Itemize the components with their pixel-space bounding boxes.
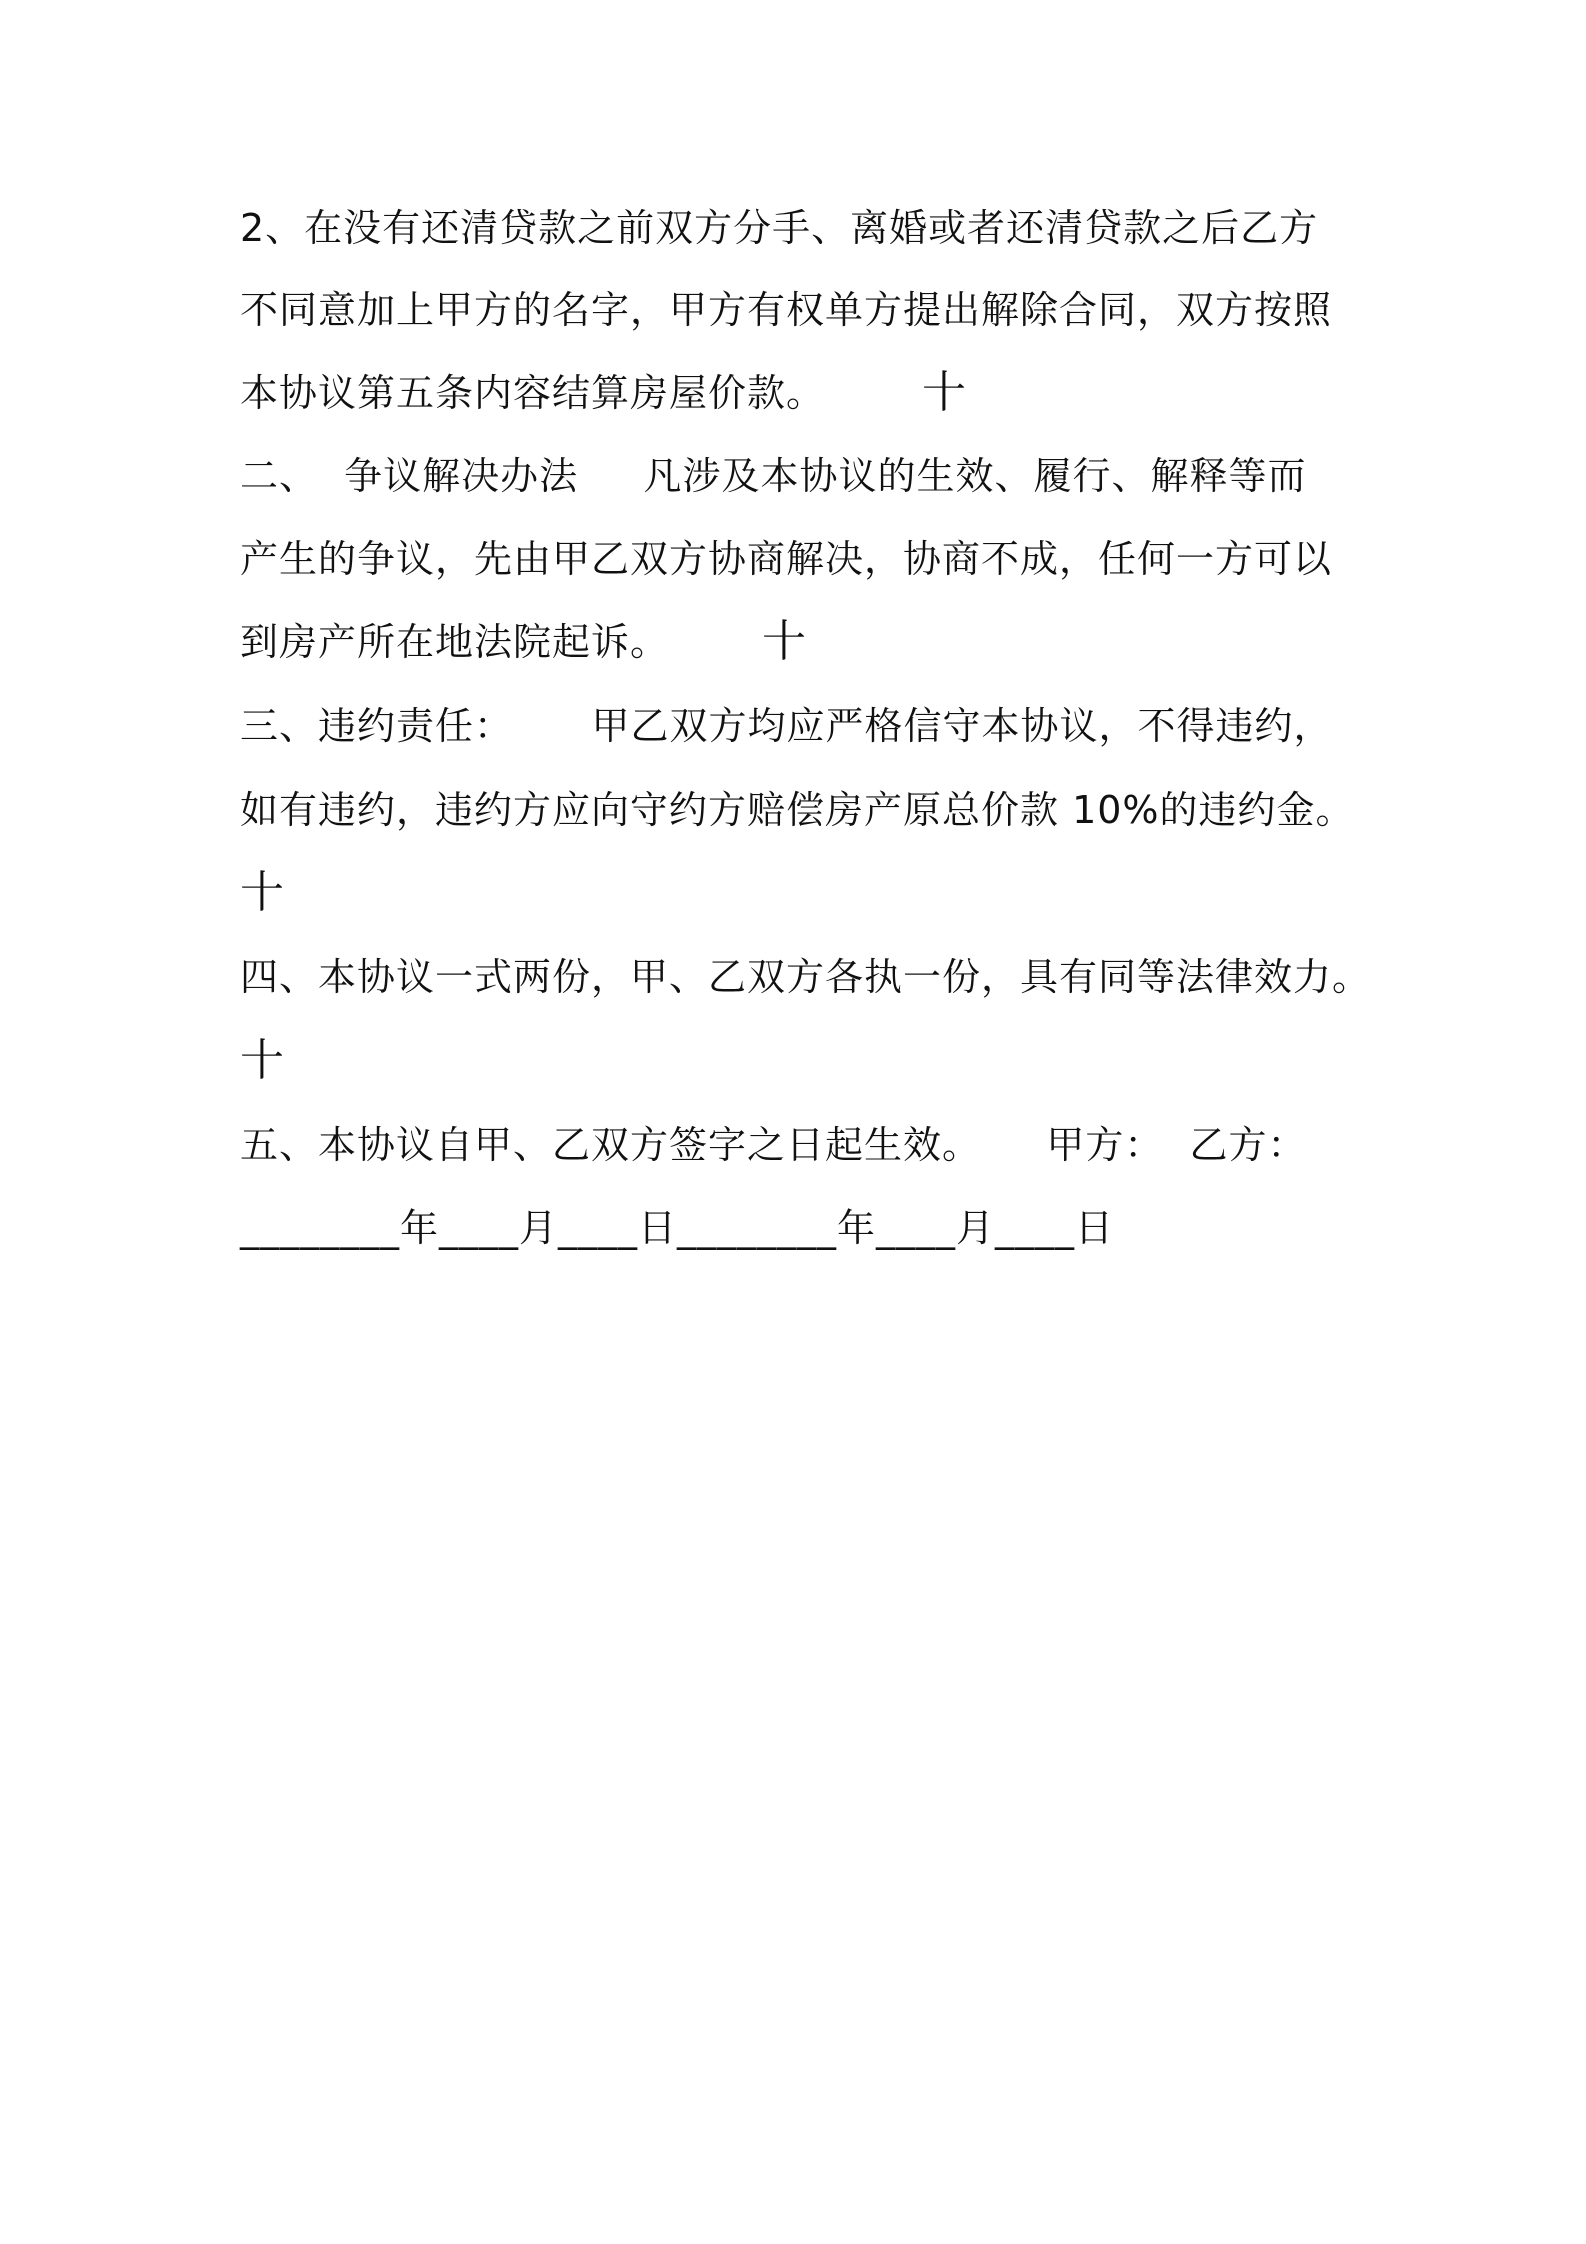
clause-2-line-1: 2、在没有还清贷款之前双方分手、离婚或者还清贷款之后乙方 [240, 206, 1319, 250]
signature-date-line: ________年____月____日________年____月____日 [240, 1206, 1115, 1250]
liability-clause-line-1: 三、违约责任： 甲乙双方均应严格信守本协议，不得违约， [240, 704, 1333, 748]
paragraph-mark: 十 [240, 867, 284, 918]
copies-clause-line: 四、本协议一式两份，甲、乙双方各执一份，具有同等法律效力。 [240, 955, 1372, 999]
paragraph-mark: 十 [240, 1035, 284, 1086]
liability-clause-line-2: 如有违约，违约方应向守约方赔偿房产原总价款 10%的违约金。 [240, 788, 1355, 832]
clause-2-line-2: 不同意加上甲方的名字，甲方有权单方提出解除合同，双方按照 [240, 288, 1333, 332]
paragraph-mark: 十 [762, 616, 806, 667]
dispute-clause-line-3: 到房产所在地法院起诉。 [240, 620, 670, 664]
dispute-clause-line-1: 二、 争议解决办法 凡涉及本协议的生效、履行、解释等而 [240, 454, 1307, 498]
paragraph-mark: 十 [922, 367, 966, 418]
effective-clause-line: 五、本协议自甲、乙双方签字之日起生效。 甲方： 乙方： [240, 1123, 1307, 1167]
clause-2-line-3: 本协议第五条内容结算房屋价款。 [240, 371, 826, 415]
dispute-clause-line-2: 产生的争议，先由甲乙双方协商解决，协商不成，任何一方可以 [240, 537, 1333, 581]
